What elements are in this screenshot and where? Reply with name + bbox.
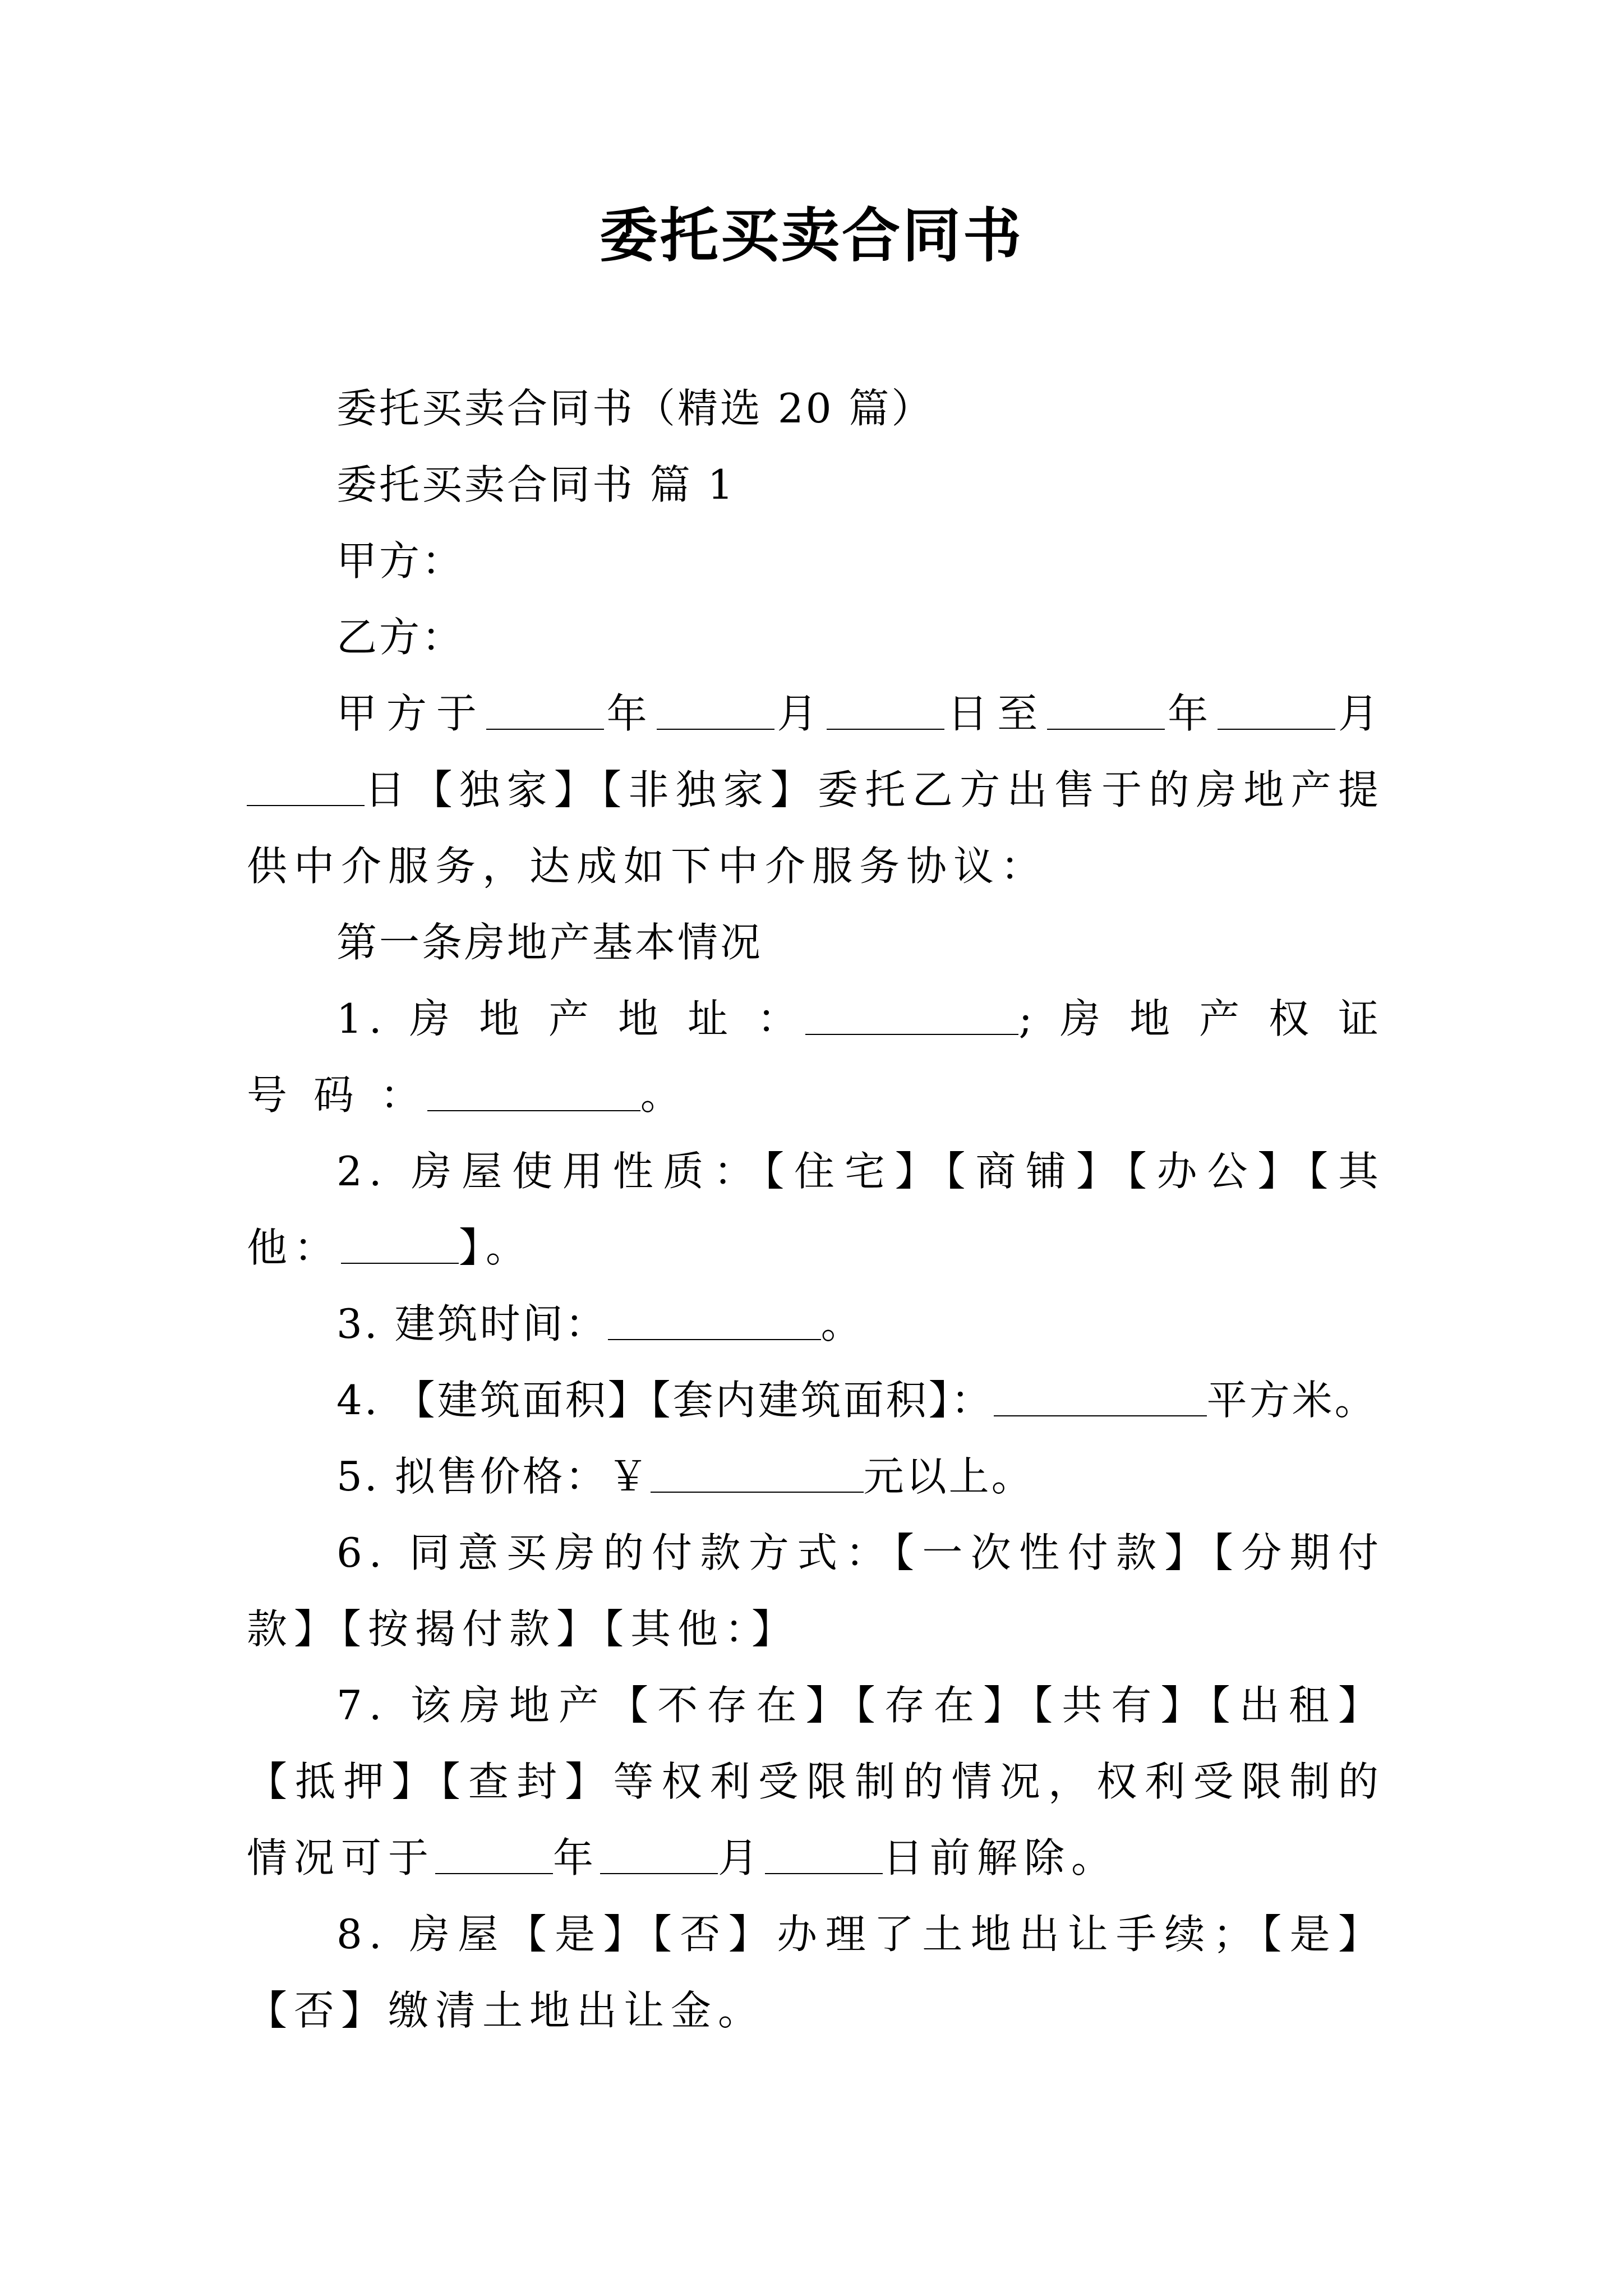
blank-field: [341, 1226, 459, 1264]
item-2-text-2: 】。: [459, 1224, 533, 1271]
blank-field: [1218, 692, 1335, 730]
item-4-text-1: 4. 【建筑面积】【套内建筑面积】：: [336, 1377, 994, 1424]
item-1: [247, 981, 1385, 1133]
item-7-text-4: 日前解除。: [883, 1834, 1119, 1881]
intro-text-7: 日【独家】【非独家】委托乙方出售于的房地产提供中介服务，达成如下中介服务协议：: [247, 766, 1385, 890]
item-2: [247, 1133, 1385, 1286]
blank-field: [1047, 692, 1165, 730]
item-2-text-1: 2. 房屋使用性质：【住宅】【商铺】【办公】【其他：: [247, 1148, 1385, 1271]
item-4: [247, 1362, 1385, 1438]
item-1-text-1: 1. 房 地 产 地 址 ：: [336, 995, 806, 1042]
blank-field: [657, 692, 774, 730]
intro-text-3: 月: [774, 690, 827, 737]
blank-field: [608, 1303, 821, 1340]
item-5-text-2: 元以上。: [863, 1453, 1034, 1500]
section-heading: 委托买卖合同书 篇 1: [336, 461, 736, 508]
item-1-text-3: 。: [640, 1071, 688, 1119]
item-8: 8. 房屋【是】【否】办理了土地出让手续；【是】【否】缴清土地出让金。: [247, 1911, 1385, 2034]
blank-field: [486, 692, 604, 730]
blank-field: [600, 1837, 718, 1874]
item-7-text-3: 月: [718, 1834, 766, 1881]
item-3-text-2: 。: [820, 1300, 864, 1347]
item-5-text-1: 5. 拟售价格：￥: [336, 1453, 651, 1500]
item-7-text-2: 年: [553, 1834, 601, 1881]
item-4-text-2: 平方米。: [1206, 1377, 1377, 1424]
party-a-line: 甲方：: [336, 537, 465, 585]
intro-paragraph: [247, 675, 1385, 904]
blank-field: [435, 1837, 553, 1874]
item-6: 6. 同意买房的付款方式：【一次性付款】【分期付款】【按揭付款】【其他：】: [247, 1529, 1385, 1653]
blank-field: [427, 1074, 640, 1111]
blank-field: [247, 769, 365, 806]
document-body: [247, 370, 1385, 2049]
intro-text-1: 甲方于: [336, 690, 486, 737]
blank-field: [805, 997, 1018, 1035]
blank-field: [827, 692, 944, 730]
intro-text-6: 月: [1335, 690, 1385, 737]
blank-field: [994, 1379, 1207, 1416]
blank-field: [765, 1837, 883, 1874]
item-3-text-1: 3. 建筑时间：: [336, 1300, 608, 1347]
article-heading: 第一条房地产基本情况: [336, 919, 763, 966]
item-1-text-2: ; 房 地 产 权 证 号 码 ：: [247, 995, 1385, 1119]
intro-text-2: 年: [603, 690, 657, 737]
item-3: [247, 1286, 1385, 1362]
document-title: 委托买卖合同书: [599, 201, 1023, 270]
intro-text-4: 日至: [944, 690, 1048, 737]
blank-field: [651, 1455, 864, 1493]
party-b-line: 乙方：: [336, 614, 465, 661]
item-7-text-1: 7. 该房地产【不存在】【存在】【共有】【出租】【抵押】【查封】等权利受限制的情况，权利受限制的情况可于: [247, 1682, 1385, 1881]
subtitle: 委托买卖合同书（精选 20 篇）: [336, 385, 934, 432]
item-7: [247, 1667, 1385, 1896]
item-5: [247, 1438, 1385, 1515]
intro-text-5: 年: [1165, 690, 1218, 737]
